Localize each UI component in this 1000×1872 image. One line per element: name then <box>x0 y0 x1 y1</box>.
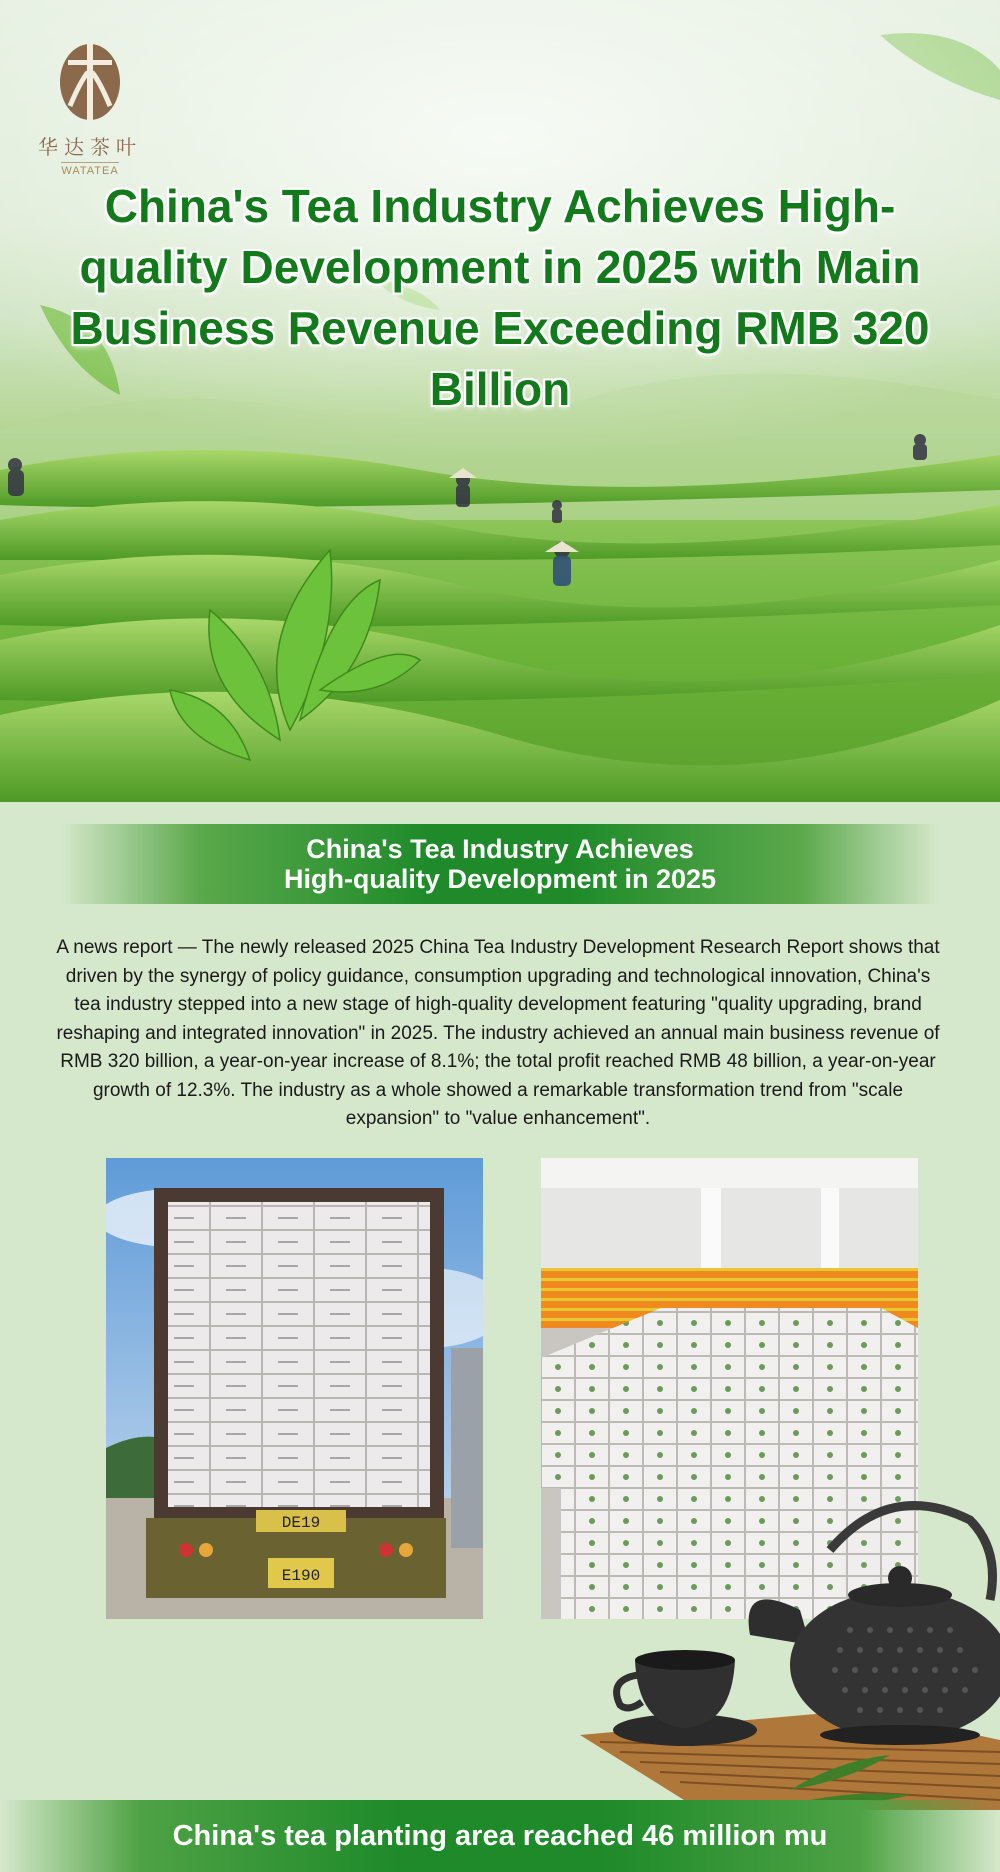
container-plate-bottom: E190 <box>281 1567 321 1585</box>
hero-banner <box>0 0 1000 802</box>
section-heading-line2: High-quality Development in 2025 <box>283 864 717 894</box>
footer-banner <box>0 1800 1000 1872</box>
logo-chinese-name: 华达茶叶 <box>38 135 142 159</box>
teapot-illustration <box>560 1490 1000 1810</box>
section-heading <box>284 834 716 894</box>
container-plate-top: DE19 <box>281 1514 321 1532</box>
logo-english-name: WATATEA <box>61 162 118 178</box>
footer-text: China's tea planting area reached 46 million mu <box>172 1819 828 1852</box>
hero-title: China's Tea Industry Achieves High-quality Development in 2025 with Main Business Revenue Exceeding RMB 320 Billion <box>70 180 930 415</box>
logo-icon <box>58 36 122 122</box>
brand-logo <box>24 36 156 179</box>
section-heading-banner <box>60 824 940 904</box>
shipping-container-photo <box>106 1158 483 1619</box>
section-heading-line1: China's Tea Industry Achieves <box>306 834 694 864</box>
article-body: A news report — The newly released 2025 China Tea Industry Development Research Report shows that driven by the synergy of policy guidance, consumption upgrading and technological innovation, China's tea industry stepped into a new stage of high-quality development featuring "quality upgrading, brand reshaping and integrated innovation" in 2025. The industry achieved an annual main business revenue of RMB 320 billion, a year-on-year increase of 8.1%; the total profit reached RMB 48 billion, a year-on-year growth of 12.3%. The industry as a whole showed a remarkable transformation trend from "scale expansion" to "value enhancement". <box>56 937 940 1129</box>
